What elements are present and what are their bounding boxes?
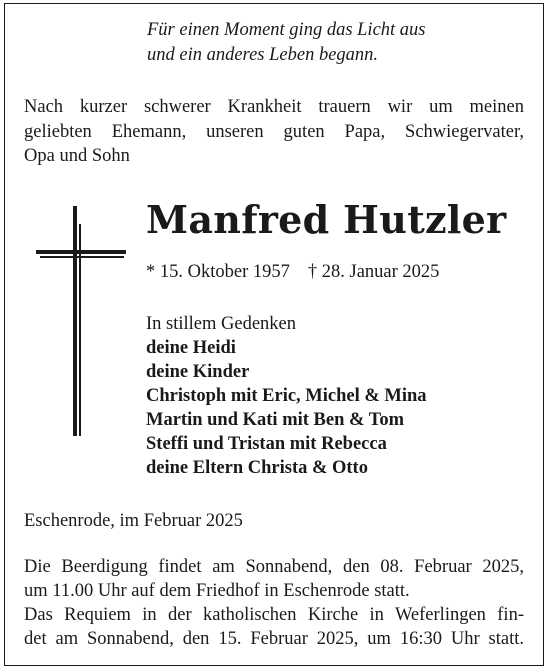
cross-vertical-bar xyxy=(73,206,77,436)
intro-line-1: Nach kurzer schwerer Krankheit trauern wir um meinen xyxy=(24,97,524,117)
place-and-date: Eschenrode, im Februar 2025 xyxy=(24,511,243,531)
motto-line-2: und ein anderes Leben begann. xyxy=(147,45,379,65)
funeral-line-1: Die Beerdigung findet am Sonnabend, den 08. Februar 2025, xyxy=(24,557,524,577)
intro-text xyxy=(24,95,524,169)
mourner-item: Steffi und Tristan mit Rebecca xyxy=(146,434,387,454)
mourner-item: deine Kinder xyxy=(146,362,250,382)
intro-line-2: geliebten Ehemann, unseren guten Papa, Schwiegervater, xyxy=(24,121,524,142)
life-dates xyxy=(146,260,439,284)
deceased-name: Manfred Hutzler xyxy=(146,197,507,242)
motto-line-1: Für einen Moment ging das Licht aus xyxy=(147,20,426,40)
mourner-item: Christoph mit Eric, Michel & Mina xyxy=(146,386,427,406)
cross-horizontal-bar xyxy=(36,250,126,254)
mourner-item: deine Eltern Christa & Otto xyxy=(146,458,368,478)
funeral-line-3: Das Requiem in der katholischen Kirche in Weferlingen fin- xyxy=(24,605,524,625)
intro-line-3: Opa und Sohn xyxy=(24,146,130,166)
motto-quote xyxy=(147,18,426,68)
funeral-line-4: det am Sonnabend, den 15. Februar 2025, um 16:30 Uhr statt. xyxy=(24,629,524,649)
mourners-lead: In stillem Gedenken xyxy=(146,314,297,334)
mourner-item: Martin und Kati mit Ben & Tom xyxy=(146,410,404,430)
funeral-info xyxy=(24,555,524,651)
funeral-line-2: um 11.00 Uhr auf dem Friedhof in Eschenrode statt. xyxy=(24,581,410,601)
latin-cross-icon xyxy=(36,206,126,436)
mourner-item: deine Heidi xyxy=(146,338,236,358)
cross-horizontal-shadow xyxy=(40,256,124,258)
mourners-list xyxy=(146,312,427,480)
death-date: † 28. Januar 2025 xyxy=(307,262,440,282)
birth-date: * 15. Oktober 1957 xyxy=(146,262,290,282)
